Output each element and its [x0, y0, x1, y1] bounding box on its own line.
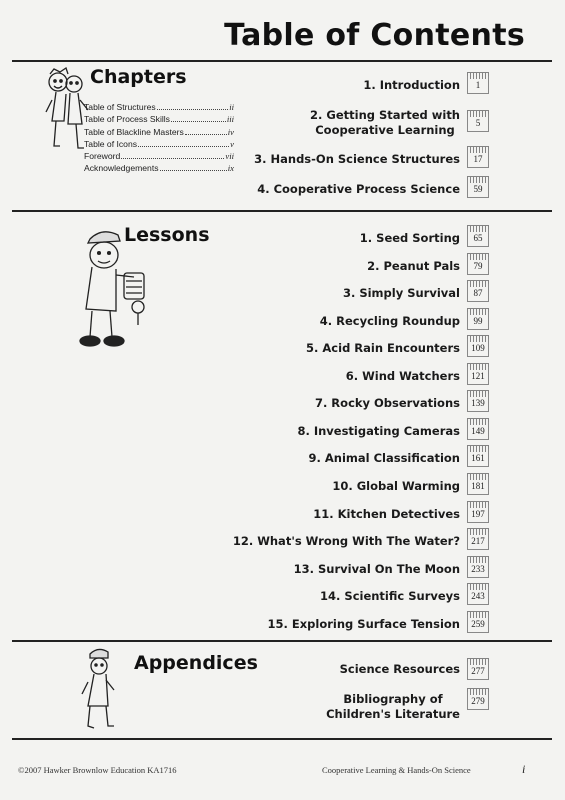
lesson-page-tab: 87	[465, 280, 491, 302]
lesson-page-tab: 197	[465, 501, 491, 523]
chapter-entry[interactable]: 3. Hands-On Science Structures	[254, 152, 460, 166]
chapter-page-tab: 5	[465, 110, 491, 132]
lesson-page-tab: 259	[465, 611, 491, 633]
divider-lessons-appendices	[12, 640, 552, 642]
divider-top	[12, 60, 552, 62]
lesson-page-tab: 65	[465, 225, 491, 247]
lesson-entry[interactable]: 15. Exploring Surface Tension	[267, 617, 460, 631]
chapter-entry[interactable]: 4. Cooperative Process Science	[257, 182, 460, 196]
appendix-page-tab: 279	[465, 688, 491, 710]
divider-bottom	[12, 738, 552, 740]
lesson-entry[interactable]: 5. Acid Rain Encounters	[306, 341, 460, 355]
front-matter-item[interactable]: Table of Blackline Masters iv	[84, 126, 234, 137]
lesson-entry[interactable]: 1. Seed Sorting	[359, 231, 460, 245]
front-matter-list	[84, 101, 234, 175]
chapter-entry[interactable]: 1. Introduction	[363, 78, 460, 92]
lesson-page-tab: 139	[465, 390, 491, 412]
lesson-entry[interactable]: 7. Rocky Observations	[314, 396, 460, 410]
page-number: i	[522, 762, 526, 776]
book-title-footer: Cooperative Learning & Hands-On Science	[322, 765, 471, 775]
lesson-page-tab: 243	[465, 583, 491, 605]
page-title: Table of Contents	[224, 18, 525, 53]
chapter-page-tab: 59	[465, 176, 491, 198]
lesson-entry[interactable]: 11. Kitchen Detectives	[313, 507, 460, 521]
appendix-page-tab: 277	[465, 658, 491, 680]
lesson-page-tab: 233	[465, 556, 491, 578]
lesson-page-tab: 99	[465, 308, 491, 330]
appendix-entry[interactable]: Bibliography of Children's Literature	[326, 692, 460, 721]
chapter-page-tab: 1	[465, 72, 491, 94]
divider-chapters-lessons	[12, 210, 552, 212]
front-matter-item[interactable]: Table of Structures ii	[84, 102, 234, 112]
appendix-entry[interactable]: Science Resources	[339, 662, 460, 676]
lesson-page-tab: 79	[465, 253, 491, 275]
lesson-entry[interactable]: 6. Wind Watchers	[345, 369, 460, 383]
lesson-entry[interactable]: 9. Animal Classification	[308, 451, 460, 465]
chapter-entry[interactable]: 2. Getting Started with Cooperative Learning	[310, 108, 460, 137]
lesson-entry[interactable]: 2. Peanut Pals	[367, 259, 460, 273]
lesson-page-tab: 109	[465, 335, 491, 357]
lesson-page-tab: 161	[465, 445, 491, 467]
lesson-page-tab: 149	[465, 418, 491, 440]
copyright-footer: ©2007 Hawker Brownlow Education KA1716	[18, 765, 177, 775]
chapters-heading: Chapters	[90, 66, 187, 88]
chapter-page-tab: 17	[465, 146, 491, 168]
lesson-page-tab: 217	[465, 528, 491, 550]
front-matter-item[interactable]: Acknowledgements ix	[84, 163, 234, 174]
lesson-entry[interactable]: 10. Global Warming	[332, 479, 460, 493]
front-matter-item[interactable]: Table of Icons v	[84, 138, 234, 149]
lesson-entry[interactable]: 14. Scientific Surveys	[320, 589, 460, 603]
lesson-page-tab: 181	[465, 473, 491, 495]
appendices-heading: Appendices	[134, 652, 258, 674]
lesson-entry[interactable]: 3. Simply Survival	[342, 286, 460, 300]
lesson-entry[interactable]: 12. What's Wrong With The Water?	[232, 534, 460, 548]
lesson-entry[interactable]: 13. Survival On The Moon	[293, 562, 460, 576]
appendices-mascot-illustration	[80, 646, 120, 734]
front-matter-item[interactable]: Foreword vii	[84, 151, 234, 162]
front-matter-item[interactable]: Table of Process Skills iii	[84, 114, 234, 125]
lessons-heading: Lessons	[124, 224, 210, 246]
lesson-page-tab: 121	[465, 363, 491, 385]
lesson-entry[interactable]: 4. Recycling Roundup	[319, 314, 460, 328]
lesson-entry[interactable]: 8. Investigating Cameras	[297, 424, 460, 438]
